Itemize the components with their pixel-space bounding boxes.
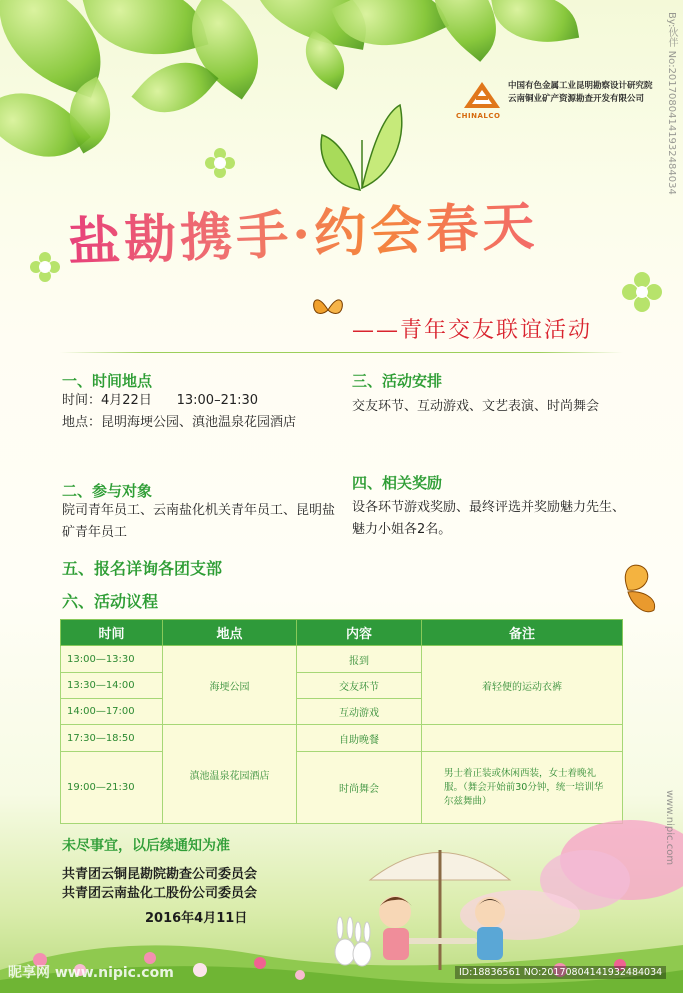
content-cell: 互动游戏 xyxy=(297,699,422,725)
page-title: 盐勘携手·约会春天 xyxy=(67,184,539,275)
time-cell: 13:30—14:00 xyxy=(61,673,163,699)
section-body-time-place xyxy=(62,390,342,434)
watermark-site: 昵享网 www.nipic.com xyxy=(8,965,174,981)
time-line: 时间：4月22日 13:00–21:30 xyxy=(62,393,259,408)
table-header-row xyxy=(61,620,623,646)
place-line: 地点：昆明海埂公园、滇池温泉花园酒店 xyxy=(62,415,297,430)
notice-text: 未尽事宜，以后续通知为准 xyxy=(62,838,230,854)
section-body-schedule: 交友环节、互动游戏、文艺表演、时尚舞会 xyxy=(352,399,600,414)
place-cell: 滇池温泉花园酒店 xyxy=(163,725,297,824)
section-heading-time-place: 一、时间地点 xyxy=(62,372,153,390)
section-heading-participants: 二、参与对象 xyxy=(62,482,153,500)
col-header-place: 地点 xyxy=(163,620,297,646)
chinalco-logo-icon xyxy=(462,80,502,110)
section-heading-rewards: 四、相关奖励 xyxy=(352,474,443,492)
watermark-side: By:伙伴 No:20170804141932484034 xyxy=(666,12,677,195)
col-header-note: 备注 xyxy=(422,620,623,646)
table-row xyxy=(61,646,623,673)
time-cell: 17:30—18:50 xyxy=(61,725,163,752)
note-cell-empty xyxy=(422,725,623,752)
note-cell: 男士着正装或休闲西装，女士着晚礼服。（舞会开始前30分钟，统一培训华尔兹舞曲） xyxy=(422,752,623,824)
organization-names xyxy=(508,80,653,106)
time-cell: 13:00—13:30 xyxy=(61,646,163,673)
watermark-id: ID:18836561 NO:20170804141932484034 xyxy=(455,966,666,979)
flower-icon xyxy=(30,252,60,282)
place-cell: 海埂公园 xyxy=(163,646,297,725)
section-heading-schedule: 三、活动安排 xyxy=(352,372,443,390)
content-cell: 报到 xyxy=(297,646,422,673)
butterfly-right-icon xyxy=(598,560,664,616)
logo-brand: CHINALCO xyxy=(456,112,501,120)
agenda-table xyxy=(60,619,623,824)
time-cell: 14:00—17:00 xyxy=(61,699,163,725)
table-row xyxy=(61,725,623,752)
section-heading-signup: 五、报名详询各团支部 xyxy=(62,559,223,578)
footer-org-2: 共青团云南盐化工股份公司委员会 xyxy=(62,886,258,901)
org-line-1: 中国有色金属工业昆明勘察设计研究院 xyxy=(508,81,653,91)
divider xyxy=(60,352,623,353)
section-body-participants: 院司青年员工、云南盐化机关青年员工、昆明盐矿青年员工 xyxy=(62,503,336,540)
section-heading-agenda: 六、活动议程 xyxy=(62,592,159,611)
col-header-content: 内容 xyxy=(297,620,422,646)
footer-date: 2016年4月11日 xyxy=(145,911,248,926)
table-row xyxy=(61,752,623,824)
org-line-2: 云南铜业矿产资源勘查开发有限公司 xyxy=(508,94,645,104)
butterfly-small-icon xyxy=(310,290,346,326)
flower-icon xyxy=(622,272,662,312)
time-cell: 19:00—21:30 xyxy=(61,752,163,824)
footer-org-1: 共青团云铜昆勘院勘查公司委员会 xyxy=(62,867,258,882)
butterfly-large-icon xyxy=(312,100,407,200)
content-cell: 自助晚餐 xyxy=(297,725,422,752)
note-cell: 着轻便的运动衣裤 xyxy=(422,646,623,725)
content-cell: 交友环节 xyxy=(297,673,422,699)
flower-icon xyxy=(205,148,235,178)
page-subtitle: ——青年交友联谊活动 xyxy=(352,318,593,343)
col-header-time: 时间 xyxy=(61,620,163,646)
content-cell: 时尚舞会 xyxy=(297,752,422,824)
section-body-rewards: 设各环节游戏奖励、最终评选并奖励魅力先生、魅力小姐各2名。 xyxy=(352,500,626,537)
watermark-side-2: www.nipic.com xyxy=(664,790,675,866)
